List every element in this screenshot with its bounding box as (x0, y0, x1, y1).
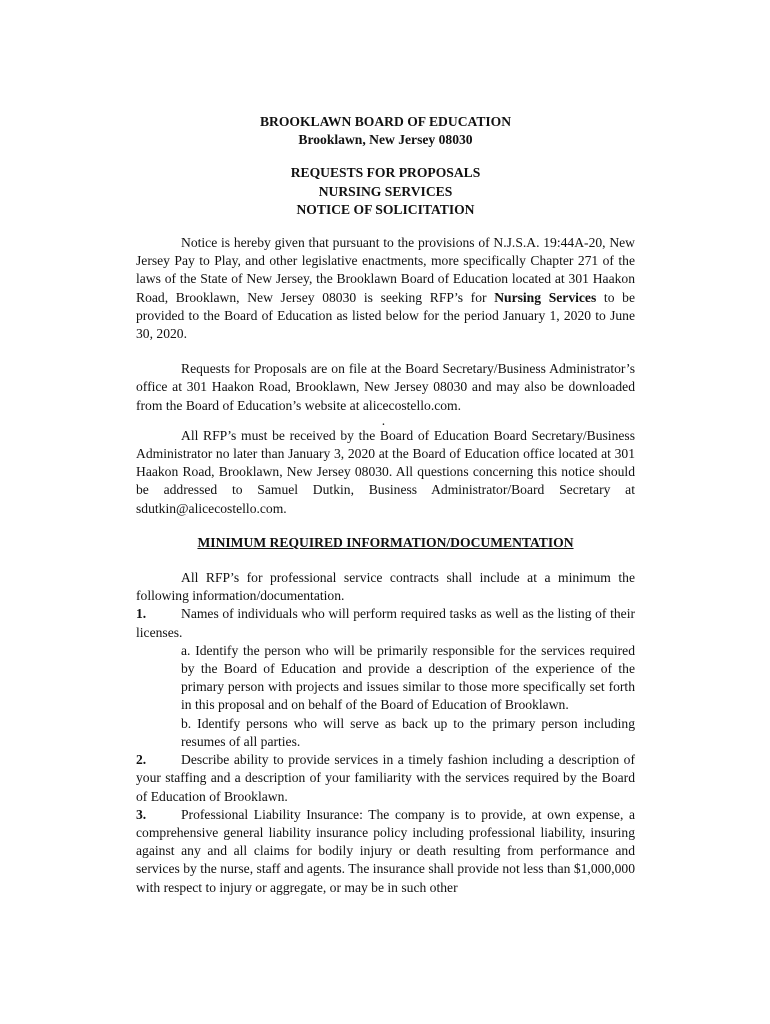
list-item-2 (136, 751, 635, 806)
notice-text-post: to be provided to the Board of Education as listed below for the period January 1, 2020 to June 30, 2020. (136, 289, 635, 342)
notice-text-bold: Nursing Services (494, 289, 597, 305)
item-text: Describe ability to provide services in a timely fashion including a description of your staffing and a description of your familiarity with the services required by the Board of Education of Brooklawn. (136, 752, 635, 804)
notice-paragraph (136, 234, 635, 343)
document-body (136, 113, 635, 897)
requirements-intro: All RFP’s for professional service contracts shall include at a minimum the following information/documentation. (136, 570, 635, 604)
section-title: MINIMUM REQUIRED INFORMATION/DOCUMENTATION (197, 534, 574, 550)
org-name: BROOKLAWN BOARD OF EDUCATION (259, 114, 512, 129)
item-text: Names of individuals who will perform required tasks as well as the listing of their licenses. (136, 606, 635, 640)
item-number: 1. (136, 606, 147, 622)
availability-paragraph: Requests for Proposals are on file at the Board Secretary/Business Administrator’s office at 301 Haakon Road, Brooklawn, New Jersey 08030 and may also be downloaded from the Board of Education’s website at alicecostello.com. (136, 361, 635, 413)
title-line-1: REQUESTS FOR PROPOSALS (290, 165, 481, 181)
item-text: Professional Liability Insurance: The company is to provide, at own expense, a comprehensive general liability insurance policy including professional liability, insuring against any and all claims for bodily injury or death resulting from performance and services by the nurse, staff and agents. The insurance shall provide not less than $1,000,000 with respect to injury or aggregate, or may be in such other (136, 806, 635, 895)
title-line-2: NURSING SERVICES (318, 183, 453, 199)
item-number: 2. (136, 752, 147, 768)
title-line-3: NOTICE OF SOLICITATION (296, 201, 475, 217)
stray-dot: . (381, 412, 386, 428)
notice-text-pre: Notice is hereby given that pursuant to the provisions of N.J.S.A. 19:44A-20, New Jersey Pay to Play, and other legislative enactments, more specifically Chapter 271 of the laws of the State of New Jersey, the Brooklawn Board of Education located at 301 Haakon Road, Brooklawn, New Jersey 08030 is seeking RFP’s for (136, 235, 635, 305)
item-number: 3. (136, 806, 147, 822)
deadline-paragraph: All RFP’s must be received by the Board of Education Board Secretary/Business Administrator no later than January 3, 2020 at the Board of Education office located at 301 Haakon Road, Brooklawn, New Jersey 08030. All questions concerning this notice should be addressed to Samuel Dutkin, Business Administrator/Board Secretary at sdutkin@alicecostello.com. (136, 427, 635, 516)
sub-item-b: b. Identify persons who will serve as back up to the primary person including resumes of all parties. (181, 715, 635, 749)
list-item-1 (136, 605, 635, 641)
list-item-3 (136, 806, 635, 897)
sub-item-a: a. Identify the person who will be primarily responsible for the services required by the Board of Education and provide a description of the experience of the primary person with projects and issues similar to those more specifically set forth in this proposal and on behalf of the Board of Education of Brooklawn. (181, 642, 635, 713)
org-location: Brooklawn, New Jersey 08030 (298, 132, 473, 148)
